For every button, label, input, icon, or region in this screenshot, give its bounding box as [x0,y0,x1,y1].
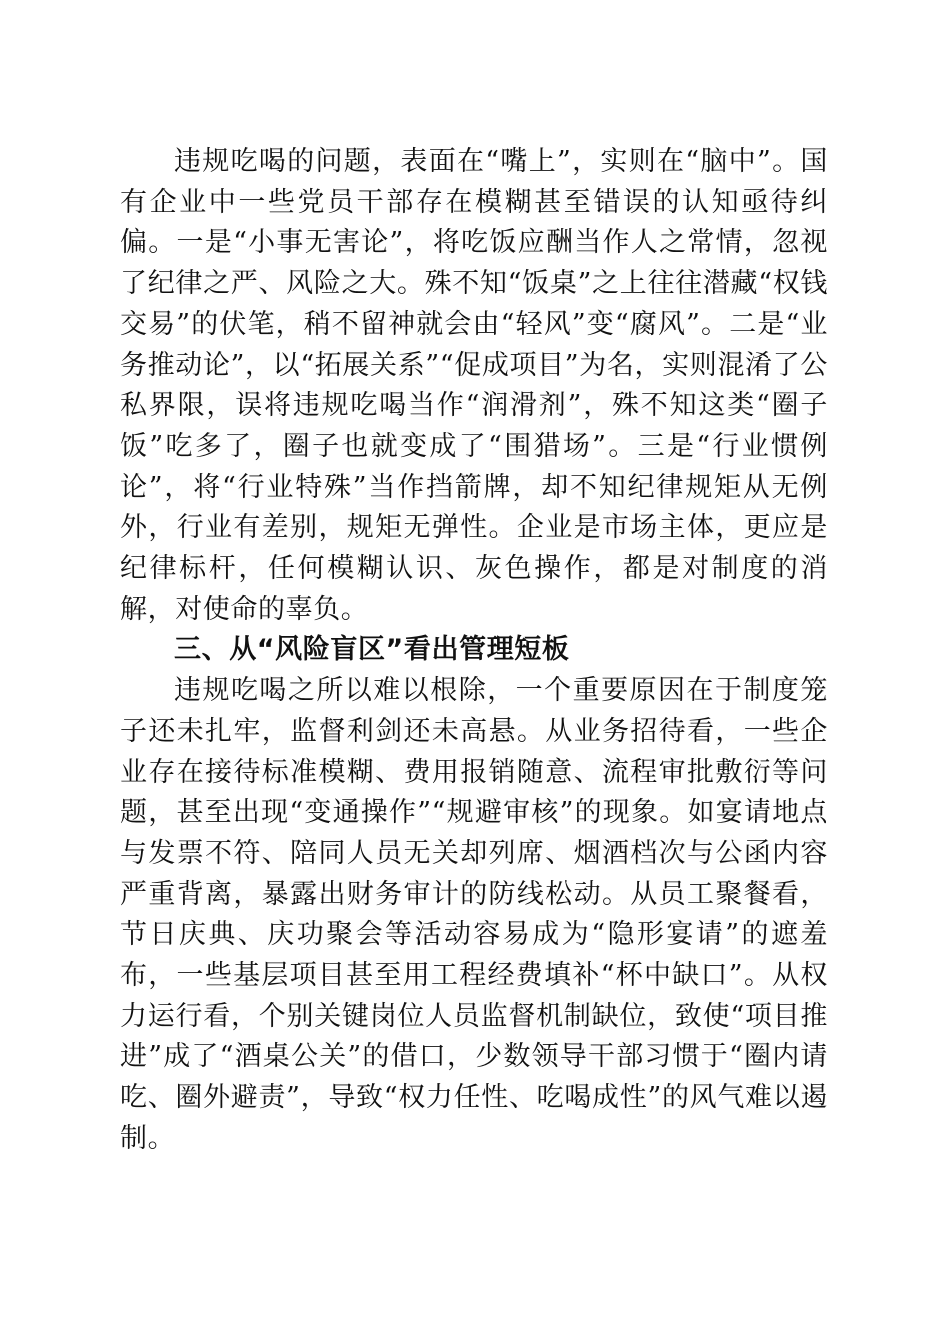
paragraph-misconceptions: 违规吃喝的问题，表面在“嘴上”，实则在“脑中”。国有企业中一些党员干部存在模糊甚至错误的认知亟待纠偏。一是“小事无害论”，将吃饭应酬当作人之常情，忽视了纪律之严、风险之大。殊不知“饭桌”之上往往潜藏“权钱交易”的伏笔，稍不留神就会由“轻风”变“腐风”。二是“业务推动论”，以“拓展关系”“促成项目”为名，实则混淆了公私界限，误将违规吃喝当作“润滑剂”，殊不知这类“圈子饭”吃多了，圈子也就变成了“围猎场”。三是“行业惯例论”，将“行业特殊”当作挡箭牌，却不知纪律规矩从无例外，行业有差别，规矩无弹性。企业是市场主体，更应是纪律标杆，任何模糊认识、灰色操作，都是对制度的消解，对使命的辜负。 [120,146,828,625]
document-body [120,142,828,1160]
paragraph-management-gaps: 违规吃喝之所以难以根除，一个重要原因在于制度笼子还未扎牢，监督利剑还未高悬。从业务招待看，一些企业存在接待标准模糊、费用报销随意、流程审批敷衍等问题，甚至出现“变通操作”“规避审核”的现象。如宴请地点与发票不符、陪同人员无关却列席、烟酒档次与公函内容严重背离，暴露出财务审计的防线松动。从员工聚餐看，节日庆典、庆功聚会等活动容易成为“隐形宴请”的遮羞布，一些基层项目甚至用工程经费填补“杯中缺口”。从权力运行看，个别关键岗位人员监督机制缺位，致使“项目推进”成了“酒桌公关”的借口，少数领导干部习惯于“圈内请吃、圈外避责”，导致“权力任性、吃喝成性”的风气难以遏制。 [120,675,828,1154]
section-heading: 三、从“风险盲区”看出管理短板 [174,634,570,666]
